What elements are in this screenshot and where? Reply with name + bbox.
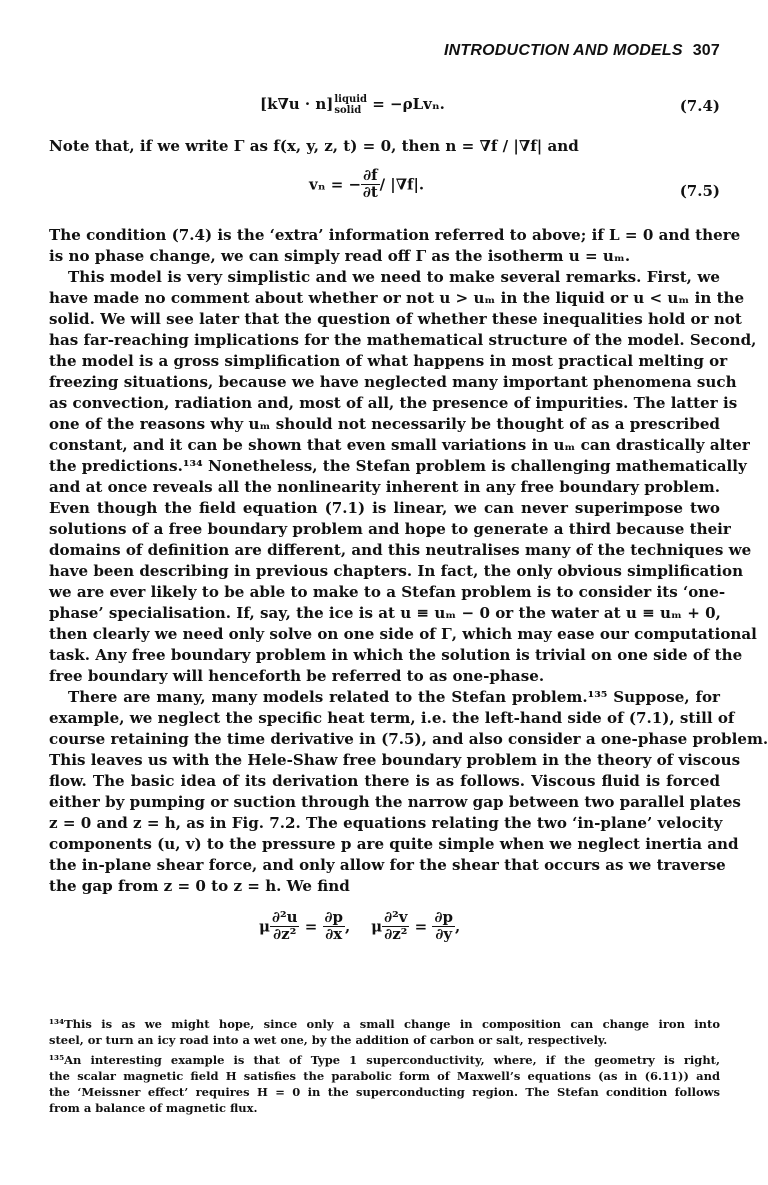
text-line: example, we neglect the specific heat term, i.e. the left-hand side of (7.1), still of xyxy=(49,709,735,727)
text-line: have made no comment about whether or not u > uₘ in the liquid or u < uₘ in the xyxy=(49,289,745,307)
text-line: have been describing in previous chapters. In fact, the only obvious simplification xyxy=(49,562,744,580)
eq-mu: μ xyxy=(259,917,270,936)
eq-den3: ∂z² xyxy=(384,924,408,943)
footnotes xyxy=(49,1016,720,1116)
eq-num2: ∂p xyxy=(324,908,344,926)
text-line: and at once reveals all the nonlinearity inherent in any free boundary problem. xyxy=(49,478,720,496)
text-line: Note that, if we write Γ as f(x, y, z, t) = 0, then n = ∇f / |∇f| and xyxy=(49,137,579,155)
text-line: solutions of a free boundary problem and hope to generate a third because their xyxy=(49,520,731,538)
eq-7-4-sup: liquid xyxy=(334,94,368,105)
eq-7-5-lhs: vₙ = − xyxy=(309,175,362,194)
eq-7-5-rhs: / |∇f|. xyxy=(379,175,425,194)
eq-equals: = xyxy=(409,917,433,936)
text-line: phase’ specialisation. If, say, the ice is at u ≡ uₘ − 0 or the water at u ≡ uₘ + 0, xyxy=(49,604,721,622)
text-line: There are many, many models related to the Stefan problem.¹³⁵ Suppose, for xyxy=(68,688,720,706)
equation-pressure-gradient xyxy=(49,910,720,956)
text-line: course retaining the time derivative in (7.5), and also consider a one-phase problem. xyxy=(49,730,768,748)
text-line: constant, and it can be shown that even small variations in uₘ can drastically alter xyxy=(49,436,750,454)
text-line: Even though the field equation (7.1) is linear, we can never superimpose two xyxy=(49,499,720,517)
text-line: solid. We will see later that the question of whether these inequalities hold or not xyxy=(49,310,742,328)
eq-den4: ∂y xyxy=(435,924,453,943)
text-line: either by pumping or suction through the narrow gap between two parallel plates xyxy=(49,793,741,811)
text-line: flow. The basic idea of its derivation there is as follows. Viscous fluid is forced xyxy=(49,772,720,790)
footnote-135-line: ¹³⁵An interesting example is that of Type 1 superconductivity, where, if the geometry is right, xyxy=(49,1053,720,1067)
text-line: task. Any free boundary problem in which the solution is trivial on one side of the xyxy=(49,646,743,664)
text-line: free boundary will henceforth be referred to as one-phase. xyxy=(49,667,545,685)
text-line: This model is very simplistic and we need to make several remarks. First, we xyxy=(68,268,720,286)
eq-7-5-den: ∂t xyxy=(362,182,378,201)
eq-comma: , xyxy=(454,917,461,936)
text-line: the predictions.¹³⁴ Nonetheless, the Stefan problem is challenging mathematically xyxy=(49,457,747,475)
eq-num1: ∂²u xyxy=(271,908,298,926)
footnote-134-line: ¹³⁴This is as we might hope, since only a small change in composition can change iron into xyxy=(49,1017,720,1031)
text-line: we are ever likely to be able to make to a Stefan problem is to consider its ‘one- xyxy=(49,583,726,601)
text-line: as convection, radiation and, most of all, the presence of impurities. The latter is xyxy=(49,394,738,412)
text-line: the model is a gross simplification of what happens in most practical melting or xyxy=(49,352,728,370)
eq-separator: , μ xyxy=(345,917,383,936)
text-line: components (u, v) to the pressure p are quite simple when we neglect inertia and xyxy=(49,835,739,853)
eq-equals: = xyxy=(299,917,323,936)
eq-7-4-rhs: = −ρLvₙ. xyxy=(367,95,445,113)
running-header xyxy=(444,42,720,60)
book-page xyxy=(49,0,768,1185)
text-line: the in-plane shear force, and only allow for the shear that occurs as we traverse xyxy=(49,856,726,874)
text-line: The condition (7.4) is the ‘extra’ information referred to above; if L = 0 and there xyxy=(49,226,741,244)
equation-number-7-4: (7.4) xyxy=(679,97,720,115)
text-line: z = 0 and z = h, as in Fig. 7.2. The equations relating the two ‘in-plane’ velocity xyxy=(49,814,723,832)
text-line: has far-reaching implications for the mathematical structure of the model. Second, xyxy=(49,331,757,349)
eq-den2: ∂x xyxy=(325,924,343,943)
footnote-134-line: steel, or turn an icy road into a wet one, by the addition of carbon or salt, respectively. xyxy=(49,1033,608,1047)
footnote-135-line: the ‘Meissner effect’ requires H = 0 in the superconducting region. The Stefan condition follows xyxy=(49,1085,720,1099)
page-number: 307 xyxy=(692,42,720,59)
text-line: one of the reasons why uₘ should not necessarily be thought of as a prescribed xyxy=(49,415,720,433)
running-header-title: INTRODUCTION AND MODELS xyxy=(444,42,683,59)
text-line: domains of definition are different, and this neutralises many of the techniques we xyxy=(49,541,752,559)
text-line: the gap from z = 0 to z = h. We find xyxy=(49,877,350,895)
equation-7-5 xyxy=(49,166,720,210)
equation-7-4 xyxy=(49,88,720,122)
eq-7-5-num: ∂f xyxy=(363,166,378,184)
eq-num3: ∂²v xyxy=(384,908,408,926)
eq-7-4-lhs: [k∇u · n] xyxy=(260,95,334,113)
text-line: then clearly we need only solve on one side of Γ, which may ease our computational xyxy=(49,625,757,643)
text-line: is no phase change, we can simply read off Γ as the isotherm u = uₘ. xyxy=(49,247,631,265)
eq-num4: ∂p xyxy=(434,908,453,926)
eq-7-4-sub: solid xyxy=(334,105,362,116)
text-line: This leaves us with the Hele-Shaw free boundary problem in the theory of viscous xyxy=(49,751,741,769)
footnote-135-line: from a balance of magnetic flux. xyxy=(49,1101,258,1115)
text-line: freezing situations, because we have neglected many important phenomena such xyxy=(49,373,737,391)
equation-number-7-5: (7.5) xyxy=(679,182,720,200)
eq-den1: ∂z² xyxy=(273,924,297,943)
footnote-135-line: the scalar magnetic field H satisfies the parabolic form of Maxwell’s equations (as in (6.11)) and xyxy=(49,1069,720,1083)
